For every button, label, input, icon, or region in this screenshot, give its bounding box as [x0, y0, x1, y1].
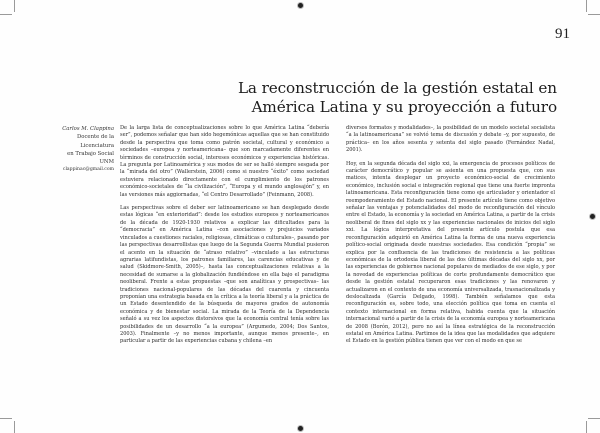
crop-mark-bottom-right-h	[588, 418, 600, 419]
crop-mark-bottom-right-v	[586, 421, 587, 433]
paragraph: Hoy, en la segunda década del siglo xxi, la emergencia de procesos políticos de carácter democrático y popular se asienta en una propuesta que, con sus matices, intenta desplegar un proyecto económico-social de crecimiento económico, inclusión social e integración regional que tiene una fuerte impronta latinoamericana. Esta reconfiguración tiene como eje articulador y orientador el reempoderamiento del Estado nacional. El presente artículo tiene como objetivo señalar las ventajas y potencialidades del modo de reconfiguración del vínculo entre el Estado, la economía y la sociedad en América Latina, a partir de la crisis neoliberal de fines del siglo xx y las experiencias nacionales de inicios del siglo xxi. La lógica interpretativa del presente artículo postula que esa reconfiguración adquirió en América Latina la forma de una nueva experiencia político-social originada desde nuestras sociedades. Esa condición “propia” se explica por la confluencia de las tradiciones de resistencia a las políticas económicas de la ortodoxia liberal de las dos últimas décadas del siglo xx, por las experiencias de gobiernos nacional populares de mediados de ese siglo, y por la novedad de experiencias políticas de corte profundamente democrático que desde la gestión estatal recuperaron esas tradiciones y las renovaron y actualizaron en el contexto de una economía universalizada, trasnacionalizada y deslocalizada (García Delgado, 1998). También señalamos que esta reconfiguración es, sobre todo, una elección política que toma en cuenta el contexto internacional en forma relativa, habida cuenta que la situación internacional varió a partir de la crisis de la economía europea y norteamericana de 2008 (Borón, 2012), pero no así la línea estratégica de la reconstrucción estatal en América Latina. Partimos de la idea que las modalidades que adquiere el Estado en la gestión pública tienen que ver con el modo en que se	[346, 160, 555, 345]
registration-mark-top-icon	[297, 2, 304, 9]
paragraph: diversos formatos y modalidades–, la posibilidad de un modelo societal socialista “a la latinoamericana” se volvió tema de discusión y debate –y, por supuesto, de práctica– en los años sesenta y setenta del siglo pasado (Fernández Nadal, 2001).	[346, 125, 555, 154]
author-affiliation: Licenciatura	[80, 142, 114, 149]
crop-mark-top-left-h	[0, 14, 12, 15]
paragraph: Las perspectivas sobre el deber ser latinoamericano se han desplegado desde estas lógicas “en exterioridad”: desde los estudios europeos y norteamericanos de la década de 1920-1930 relativos a explicar las dificultades para la “democracia” en América Latina –con asociaciones y prejuicios variados vinculados a cuestiones raciales, religiosas, climáticas o culturales–, pasando por las perspectivas desarrollistas que luego de la Segunda Guerra Mundial pusieron el acento en la situación de “atraso relativo” –vinculado a las estructuras agrarias latifundistas, los patrones familiares, las carencias educativas y de salud (Skidmore-Smith, 2005)–, hasta las conceptualizaciones relativas a la necesidad de sumarse a la globalización fundiéndose en ella bajo el paradigma neoliberal. Frente a estas propuestas –que son analíticas y prospectivas– las tradiciones nacional-populares de las décadas del cuarenta y cincuenta proponían una estrategia basada en la crítica a la teoría liberal y a la práctica de un Estado desentendido de la búsqueda de mayores grados de autonomía económica y de bienestar social. La mirada de la Teoría de la Dependencia señaló a su vez los aspectos distorsivos que la economía central tenía sobre las posibilidades de un desarrollo “a la europea” (Argumedo, 2004; Dos Santos, 2003). Finalmente –y no menos importante, aunque menos presente–, en particular a partir de las experiencias cubana y chilena –en	[120, 205, 329, 345]
title-line: La reconstrucción de la gestión estatal en	[237, 79, 557, 97]
author-affiliation: Docente de la	[77, 134, 114, 141]
paragraph: De la larga lista de conceptualizaciones sobre lo que América Latina “debería ser”, podemos señalar que han sido hegemónicas aquellas que se han constituido desde la perspectiva que toma como patrón societal, cultural y económico a sociedades –europea y norteamericana– que son marcadamente diferentes en términos de construcción social, intereses económicos y experiencias históricas. La pregunta por Latinoamérica y sus modos de ser se halló siempre sesgada por la “mirada del otro” (Wallerstein, 2006) como si nuestro “éxito” como sociedad estuviera relacionado directamente con el cumplimiento de los patrones económico-societales de “la civilización”, “Europa y el mundo anglosajón” y, en las versiones más aggiornadas, “el Centro Desarrollado” (Feinmann, 2008).	[120, 125, 329, 198]
author-block	[62, 125, 114, 175]
body-column-right	[346, 125, 555, 352]
registration-mark-bottom-icon	[297, 425, 304, 432]
registration-mark-right-icon	[589, 213, 596, 220]
author-name: Carlos M. Clappina	[62, 126, 114, 132]
crop-mark-top-right-v	[586, 0, 587, 12]
body-column-left	[120, 125, 329, 352]
author-email: clappinac@gmail.com	[62, 167, 114, 173]
title-line: América Latina y su proyección a futuro	[251, 98, 557, 116]
crop-mark-bottom-left-v	[14, 421, 15, 433]
crop-mark-bottom-left-h	[0, 418, 12, 419]
author-affiliation: en Trabajo Social	[67, 150, 114, 157]
crop-mark-top-right-h	[588, 14, 600, 15]
article-title	[238, 79, 557, 117]
author-affiliation: UNM	[99, 159, 114, 166]
crop-mark-top-left-v	[14, 0, 15, 12]
page-number: 91	[555, 26, 570, 42]
